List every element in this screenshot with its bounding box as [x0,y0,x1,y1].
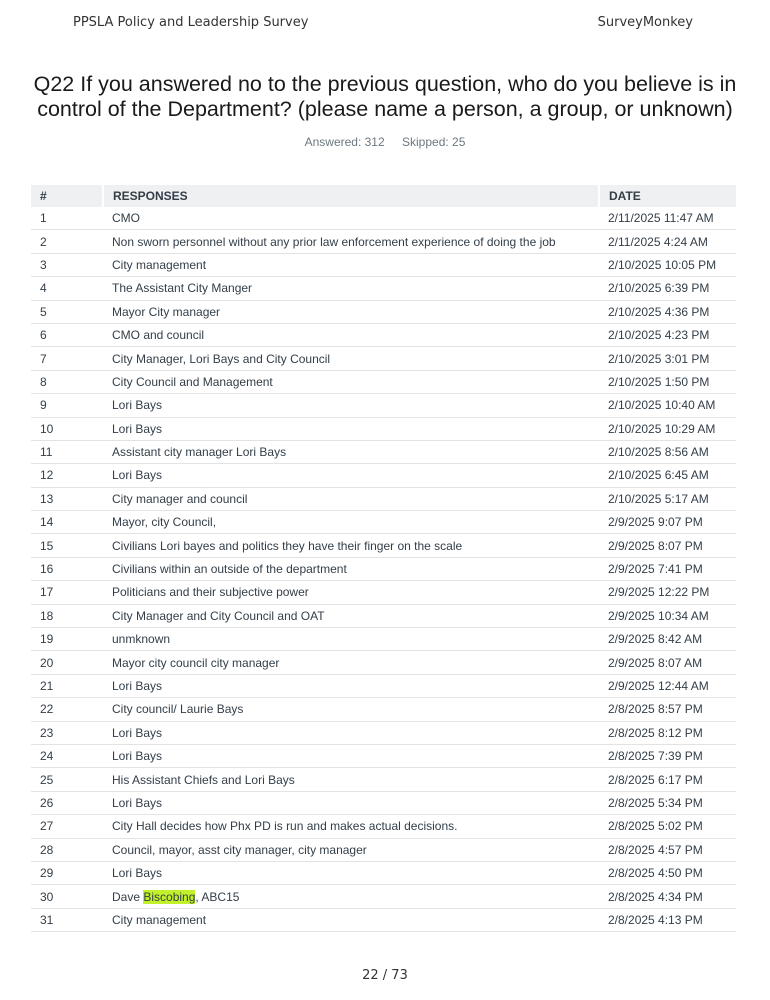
table-row [31,323,736,346]
row-date: 2/10/2025 5:17 AM [599,487,736,510]
survey-title: PPSLA Policy and Leadership Survey [73,15,309,30]
row-date: 2/8/2025 4:57 PM [599,838,736,861]
table-row [31,207,736,230]
row-number: 10 [31,417,103,440]
table-row [31,651,736,674]
row-number: 28 [31,838,103,861]
row-response: Mayor city council city manager [103,651,599,674]
row-date: 2/8/2025 4:13 PM [599,908,736,931]
row-number: 3 [31,253,103,276]
question-title: Q22 If you answered no to the previous question, who do you believe is in control of the Department? (please name a person, a group, or unknown) [33,72,737,121]
row-date: 2/10/2025 4:36 PM [599,300,736,323]
table-row [31,417,736,440]
row-response: City Council and Management [103,370,599,393]
row-number: 18 [31,604,103,627]
table-header-row [31,185,736,207]
table-row [31,698,736,721]
row-date: 2/9/2025 8:42 AM [599,628,736,651]
row-date: 2/10/2025 1:50 PM [599,370,736,393]
row-number: 15 [31,534,103,557]
row-date: 2/10/2025 10:40 AM [599,394,736,417]
row-response: Lori Bays [103,417,599,440]
table-row [31,581,736,604]
responses-table [31,185,736,932]
row-number: 21 [31,674,103,697]
row-response: City council/ Laurie Bays [103,698,599,721]
table-row [31,464,736,487]
row-response: CMO [103,207,599,230]
row-number: 6 [31,323,103,346]
row-date: 2/10/2025 6:45 AM [599,464,736,487]
table-row [31,838,736,861]
table-row [31,604,736,627]
table-row [31,440,736,463]
row-number: 19 [31,628,103,651]
row-number: 22 [31,698,103,721]
row-response [103,885,599,908]
table-row [31,885,736,908]
skipped-count: Skipped: 25 [402,135,466,149]
row-date: 2/8/2025 4:50 PM [599,861,736,884]
table-row [31,815,736,838]
row-number: 2 [31,230,103,253]
table-row [31,370,736,393]
row-number: 17 [31,581,103,604]
row-date: 2/9/2025 12:22 PM [599,581,736,604]
row-number: 26 [31,791,103,814]
table-row [31,721,736,744]
row-number: 1 [31,207,103,230]
table-row [31,347,736,370]
table-row [31,768,736,791]
table-row [31,253,736,276]
row-date: 2/8/2025 8:57 PM [599,698,736,721]
row-number: 8 [31,370,103,393]
row-response: Lori Bays [103,744,599,767]
table-row [31,487,736,510]
row-response: Civilians Lori bayes and politics they have their finger on the scale [103,534,599,557]
table-row [31,230,736,253]
row-date: 2/9/2025 9:07 PM [599,511,736,534]
row-response: City Hall decides how Phx PD is run and makes actual decisions. [103,815,599,838]
row-response: Assistant city manager Lori Bays [103,440,599,463]
row-number: 14 [31,511,103,534]
row-date: 2/10/2025 10:29 AM [599,417,736,440]
table-row [31,534,736,557]
row-number: 11 [31,440,103,463]
row-response: His Assistant Chiefs and Lori Bays [103,768,599,791]
column-header-responses: RESPONSES [103,185,599,207]
row-response: Lori Bays [103,464,599,487]
brand-name: SurveyMonkey [597,15,693,30]
row-number: 16 [31,557,103,580]
column-header-number: # [31,185,103,207]
row-response: Lori Bays [103,791,599,814]
row-response: Mayor, city Council, [103,511,599,534]
row-response: unmknown [103,628,599,651]
row-date: 2/9/2025 12:44 AM [599,674,736,697]
row-response: Council, mayor, asst city manager, city manager [103,838,599,861]
row-date: 2/8/2025 4:34 PM [599,885,736,908]
row-number: 20 [31,651,103,674]
row-response: City management [103,908,599,931]
row-response: Lori Bays [103,674,599,697]
row-number: 29 [31,861,103,884]
row-date: 2/11/2025 11:47 AM [599,207,736,230]
row-date: 2/8/2025 5:34 PM [599,791,736,814]
table-row [31,511,736,534]
row-number: 27 [31,815,103,838]
row-date: 2/10/2025 10:05 PM [599,253,736,276]
row-response: Lori Bays [103,394,599,417]
row-number: 13 [31,487,103,510]
response-stats [0,135,770,149]
response-text-part: Dave [112,889,144,904]
row-response: City Manager, Lori Bays and City Council [103,347,599,370]
table-row [31,861,736,884]
row-date: 2/9/2025 10:34 AM [599,604,736,627]
table-row [31,744,736,767]
row-number: 9 [31,394,103,417]
row-number: 4 [31,277,103,300]
row-date: 2/9/2025 8:07 AM [599,651,736,674]
row-number: 5 [31,300,103,323]
column-header-date: DATE [599,185,736,207]
table-row [31,277,736,300]
row-number: 24 [31,744,103,767]
answered-count: Answered: 312 [304,135,385,149]
row-date: 2/9/2025 8:07 PM [599,534,736,557]
row-date: 2/8/2025 8:12 PM [599,721,736,744]
row-response: City Manager and City Council and OAT [103,604,599,627]
row-date: 2/10/2025 6:39 PM [599,277,736,300]
highlighted-term: Biscobing [143,889,196,904]
row-date: 2/8/2025 7:39 PM [599,744,736,767]
row-date: 2/11/2025 4:24 AM [599,230,736,253]
row-number: 7 [31,347,103,370]
row-date: 2/9/2025 7:41 PM [599,557,736,580]
row-number: 30 [31,885,103,908]
response-text-part: , ABC15 [195,889,240,904]
row-number: 31 [31,908,103,931]
row-number: 25 [31,768,103,791]
page-indicator: 22 / 73 [362,968,408,983]
row-response: Non sworn personnel without any prior law enforcement experience of doing the job [103,230,599,253]
row-response: The Assistant City Manger [103,277,599,300]
row-number: 12 [31,464,103,487]
table-row [31,628,736,651]
table-row [31,300,736,323]
row-response: Lori Bays [103,721,599,744]
row-response: Civilians within an outside of the department [103,557,599,580]
row-response: City management [103,253,599,276]
row-date: 2/8/2025 6:17 PM [599,768,736,791]
row-response: Mayor City manager [103,300,599,323]
row-date: 2/10/2025 3:01 PM [599,347,736,370]
table-row [31,908,736,931]
table-row [31,674,736,697]
row-number: 23 [31,721,103,744]
row-response: Lori Bays [103,861,599,884]
row-date: 2/10/2025 4:23 PM [599,323,736,346]
row-date: 2/8/2025 5:02 PM [599,815,736,838]
table-row [31,394,736,417]
table-row [31,791,736,814]
row-response: Politicians and their subjective power [103,581,599,604]
row-date: 2/10/2025 8:56 AM [599,440,736,463]
row-response: City manager and council [103,487,599,510]
table-row [31,557,736,580]
row-response: CMO and council [103,323,599,346]
